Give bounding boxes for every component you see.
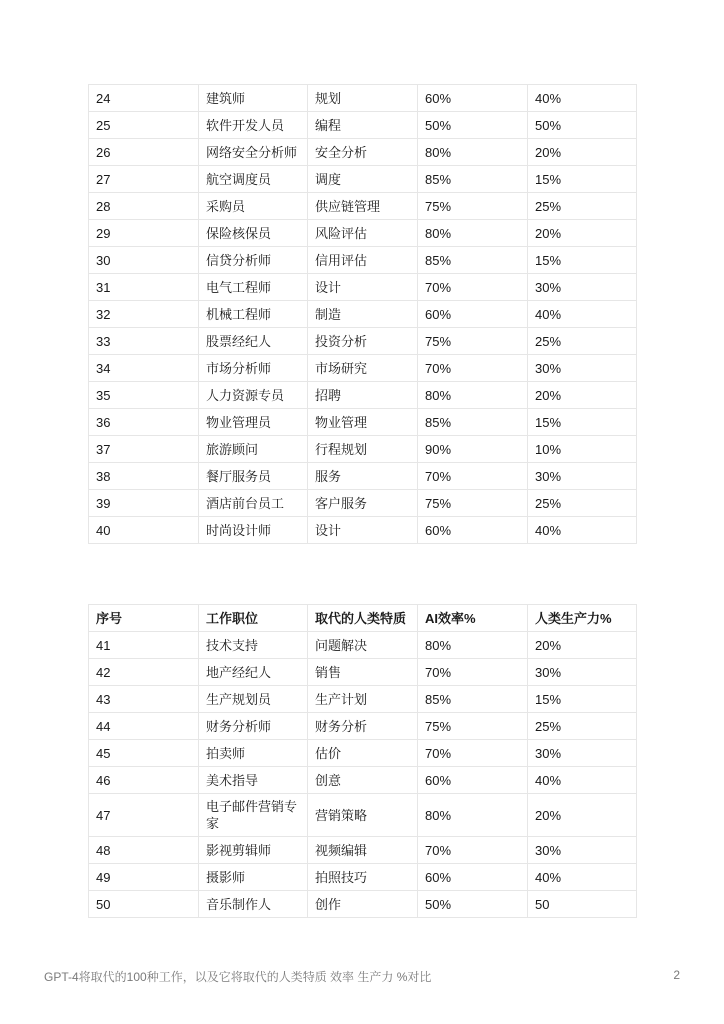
cell-replaced-trait: 创意: [308, 767, 418, 794]
cell-job-title: 物业管理员: [199, 409, 308, 436]
table-row: [89, 85, 637, 112]
cell-index: 35: [89, 382, 199, 409]
cell-ai-efficiency: 60%: [418, 85, 528, 112]
cell-index: 48: [89, 837, 199, 864]
cell-index: 42: [89, 659, 199, 686]
cell-index: 26: [89, 139, 199, 166]
table-row: [89, 355, 637, 382]
cell-job-title: 航空调度员: [199, 166, 308, 193]
cell-replaced-trait: 制造: [308, 301, 418, 328]
table-row: [89, 436, 637, 463]
cell-index: 34: [89, 355, 199, 382]
cell-job-title: 时尚设计师: [199, 517, 308, 544]
cell-job-title: 电气工程师: [199, 274, 308, 301]
cell-index: 43: [89, 686, 199, 713]
cell-job-title: 旅游顾问: [199, 436, 308, 463]
cell-human-productivity: 25%: [528, 193, 637, 220]
cell-index: 38: [89, 463, 199, 490]
cell-index: 50: [89, 891, 199, 918]
cell-replaced-trait: 招聘: [308, 382, 418, 409]
cell-human-productivity: 20%: [528, 382, 637, 409]
cell-replaced-trait: 供应链管理: [308, 193, 418, 220]
table-row: [89, 659, 637, 686]
cell-index: 27: [89, 166, 199, 193]
cell-index: 29: [89, 220, 199, 247]
cell-ai-efficiency: 85%: [418, 409, 528, 436]
cell-job-title: 电子邮件营销专家: [199, 794, 308, 837]
cell-ai-efficiency: 80%: [418, 794, 528, 837]
cell-human-productivity: 15%: [528, 247, 637, 274]
cell-job-title: 网络安全分析师: [199, 139, 308, 166]
cell-human-productivity: 30%: [528, 274, 637, 301]
cell-replaced-trait: 风险评估: [308, 220, 418, 247]
table-row: [89, 409, 637, 436]
header-row: [89, 605, 637, 632]
table-row: [89, 632, 637, 659]
cell-ai-efficiency: 50%: [418, 891, 528, 918]
cell-job-title: 音乐制作人: [199, 891, 308, 918]
cell-job-title: 影视剪辑师: [199, 837, 308, 864]
occupation-table: [88, 604, 637, 918]
cell-job-title: 餐厅服务员: [199, 463, 308, 490]
page-number: 2: [673, 968, 680, 982]
cell-ai-efficiency: 85%: [418, 166, 528, 193]
cell-job-title: 财务分析师: [199, 713, 308, 740]
cell-ai-efficiency: 70%: [418, 659, 528, 686]
table-row: [89, 713, 637, 740]
cell-replaced-trait: 市场研究: [308, 355, 418, 382]
cell-job-title: 摄影师: [199, 864, 308, 891]
table-row: [89, 891, 637, 918]
cell-replaced-trait: 销售: [308, 659, 418, 686]
cell-replaced-trait: 设计: [308, 517, 418, 544]
cell-human-productivity: 20%: [528, 220, 637, 247]
cell-replaced-trait: 财务分析: [308, 713, 418, 740]
cell-index: 30: [89, 247, 199, 274]
cell-index: 37: [89, 436, 199, 463]
cell-job-title: 保险核保员: [199, 220, 308, 247]
cell-replaced-trait: 生产计划: [308, 686, 418, 713]
cell-job-title: 建筑师: [199, 85, 308, 112]
cell-replaced-trait: 客户服务: [308, 490, 418, 517]
cell-ai-efficiency: 75%: [418, 193, 528, 220]
header-cell-ai-efficiency: AI效率%: [418, 605, 528, 632]
cell-replaced-trait: 调度: [308, 166, 418, 193]
cell-replaced-trait: 估价: [308, 740, 418, 767]
cell-job-title: 市场分析师: [199, 355, 308, 382]
cell-job-title: 软件开发人员: [199, 112, 308, 139]
cell-human-productivity: 40%: [528, 85, 637, 112]
cell-human-productivity: 50: [528, 891, 637, 918]
cell-human-productivity: 15%: [528, 686, 637, 713]
cell-index: 32: [89, 301, 199, 328]
footer-text: GPT-4将取代的100种工作，以及它将取代的人类特质 效率 生产力 %对比: [44, 970, 432, 984]
table-body: [89, 632, 637, 918]
cell-index: 24: [89, 85, 199, 112]
cell-ai-efficiency: 70%: [418, 837, 528, 864]
cell-human-productivity: 10%: [528, 436, 637, 463]
cell-replaced-trait: 视频编辑: [308, 837, 418, 864]
cell-index: 41: [89, 632, 199, 659]
cell-ai-efficiency: 80%: [418, 382, 528, 409]
cell-job-title: 酒店前台员工: [199, 490, 308, 517]
cell-job-title: 地产经纪人: [199, 659, 308, 686]
cell-job-title: 股票经纪人: [199, 328, 308, 355]
cell-human-productivity: 25%: [528, 490, 637, 517]
cell-human-productivity: 30%: [528, 355, 637, 382]
table-row: [89, 837, 637, 864]
cell-replaced-trait: 信用评估: [308, 247, 418, 274]
cell-human-productivity: 20%: [528, 139, 637, 166]
cell-human-productivity: 30%: [528, 837, 637, 864]
cell-human-productivity: 20%: [528, 794, 637, 837]
cell-ai-efficiency: 70%: [418, 740, 528, 767]
cell-job-title: 信贷分析师: [199, 247, 308, 274]
table-row: [89, 328, 637, 355]
table-row: [89, 112, 637, 139]
cell-job-title: 生产规划员: [199, 686, 308, 713]
table-row: [89, 517, 637, 544]
cell-replaced-trait: 规划: [308, 85, 418, 112]
cell-human-productivity: 40%: [528, 767, 637, 794]
cell-index: 49: [89, 864, 199, 891]
table-row: [89, 220, 637, 247]
table-row: [89, 740, 637, 767]
table-row: [89, 463, 637, 490]
table-row: [89, 247, 637, 274]
table-row: [89, 864, 637, 891]
cell-job-title: 拍卖师: [199, 740, 308, 767]
cell-replaced-trait: 拍照技巧: [308, 864, 418, 891]
table-row: [89, 193, 637, 220]
cell-ai-efficiency: 50%: [418, 112, 528, 139]
table-row: [89, 767, 637, 794]
cell-ai-efficiency: 90%: [418, 436, 528, 463]
cell-replaced-trait: 服务: [308, 463, 418, 490]
cell-index: 25: [89, 112, 199, 139]
cell-human-productivity: 30%: [528, 740, 637, 767]
cell-ai-efficiency: 85%: [418, 247, 528, 274]
cell-replaced-trait: 投资分析: [308, 328, 418, 355]
cell-replaced-trait: 问题解决: [308, 632, 418, 659]
table-row: [89, 166, 637, 193]
header-cell-job-title: 工作职位: [199, 605, 308, 632]
cell-human-productivity: 40%: [528, 864, 637, 891]
cell-job-title: 技术支持: [199, 632, 308, 659]
cell-human-productivity: 20%: [528, 632, 637, 659]
cell-ai-efficiency: 75%: [418, 328, 528, 355]
cell-human-productivity: 30%: [528, 463, 637, 490]
cell-human-productivity: 15%: [528, 409, 637, 436]
table-row: [89, 686, 637, 713]
cell-index: 44: [89, 713, 199, 740]
table-row: [89, 301, 637, 328]
cell-human-productivity: 30%: [528, 659, 637, 686]
cell-index: 31: [89, 274, 199, 301]
cell-ai-efficiency: 75%: [418, 490, 528, 517]
cell-job-title: 机械工程师: [199, 301, 308, 328]
cell-index: 45: [89, 740, 199, 767]
header-cell-index: 序号: [89, 605, 199, 632]
cell-index: 36: [89, 409, 199, 436]
cell-replaced-trait: 安全分析: [308, 139, 418, 166]
cell-index: 47: [89, 794, 199, 837]
cell-ai-efficiency: 60%: [418, 767, 528, 794]
header-cell-replaced-trait: 取代的人类特质: [308, 605, 418, 632]
cell-human-productivity: 40%: [528, 517, 637, 544]
cell-index: 39: [89, 490, 199, 517]
cell-ai-efficiency: 70%: [418, 355, 528, 382]
cell-index: 33: [89, 328, 199, 355]
cell-index: 40: [89, 517, 199, 544]
cell-human-productivity: 15%: [528, 166, 637, 193]
cell-replaced-trait: 创作: [308, 891, 418, 918]
cell-ai-efficiency: 80%: [418, 220, 528, 247]
header-cell-human-productivity: 人类生产力%: [528, 605, 637, 632]
cell-ai-efficiency: 80%: [418, 139, 528, 166]
cell-job-title: 美术指导: [199, 767, 308, 794]
table-body: [89, 85, 637, 544]
table-header: [89, 605, 637, 632]
cell-human-productivity: 50%: [528, 112, 637, 139]
cell-index: 46: [89, 767, 199, 794]
cell-replaced-trait: 设计: [308, 274, 418, 301]
cell-ai-efficiency: 80%: [418, 632, 528, 659]
table-row: [89, 490, 637, 517]
cell-replaced-trait: 编程: [308, 112, 418, 139]
cell-job-title: 采购员: [199, 193, 308, 220]
cell-ai-efficiency: 60%: [418, 301, 528, 328]
cell-human-productivity: 25%: [528, 713, 637, 740]
cell-ai-efficiency: 70%: [418, 463, 528, 490]
cell-ai-efficiency: 70%: [418, 274, 528, 301]
cell-index: 28: [89, 193, 199, 220]
cell-ai-efficiency: 85%: [418, 686, 528, 713]
cell-job-title: 人力资源专员: [199, 382, 308, 409]
cell-replaced-trait: 物业管理: [308, 409, 418, 436]
occupation-table-continued: [88, 84, 637, 544]
cell-replaced-trait: 营销策略: [308, 794, 418, 837]
cell-human-productivity: 40%: [528, 301, 637, 328]
cell-replaced-trait: 行程规划: [308, 436, 418, 463]
table-row: [89, 794, 637, 837]
cell-ai-efficiency: 75%: [418, 713, 528, 740]
cell-ai-efficiency: 60%: [418, 517, 528, 544]
table-row: [89, 382, 637, 409]
cell-human-productivity: 25%: [528, 328, 637, 355]
table-row: [89, 139, 637, 166]
cell-ai-efficiency: 60%: [418, 864, 528, 891]
table-row: [89, 274, 637, 301]
